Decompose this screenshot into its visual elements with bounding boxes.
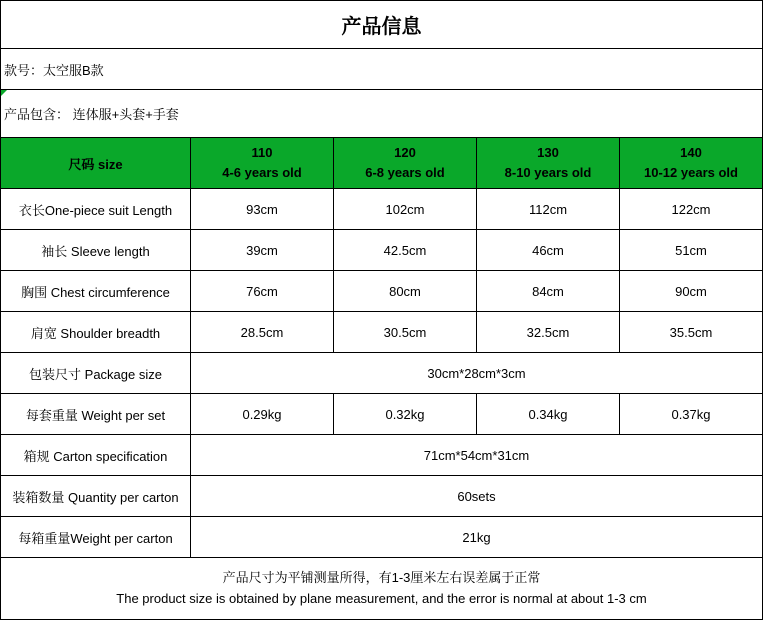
table-cell: 122cm bbox=[671, 201, 711, 217]
page-title: 产品信息 bbox=[1, 1, 762, 49]
table-cell: 90cm bbox=[675, 283, 707, 299]
table-row-carton-spec bbox=[1, 435, 762, 476]
table-cell: 60sets bbox=[457, 488, 496, 504]
table-cell: 0.34kg bbox=[477, 394, 620, 434]
table-row-weight-per-carton bbox=[1, 517, 762, 558]
size-age: 6-8 years old bbox=[365, 165, 445, 180]
row-label: 袖长 Sleeve length bbox=[1, 230, 191, 270]
size-age: 8-10 years old bbox=[504, 165, 592, 180]
size-code: 140 bbox=[680, 145, 702, 160]
row-label: 胸围 Chest circumference bbox=[1, 271, 191, 311]
table-row-weight-per-set bbox=[1, 394, 762, 435]
corner-marker bbox=[1, 90, 7, 96]
row-label: 肩宽 Shoulder breadth bbox=[1, 312, 191, 352]
row-label: 包装尺寸 Package size bbox=[1, 353, 191, 393]
measurement-note bbox=[1, 557, 762, 619]
size-header-110 bbox=[191, 138, 334, 188]
table-cell: 32.5cm bbox=[477, 312, 620, 352]
row-label: 衣长One-piece suit Length bbox=[1, 189, 191, 229]
table-cell: 0.32kg bbox=[334, 394, 477, 434]
row-label: 每箱重量Weight per carton bbox=[1, 517, 191, 557]
table-cell: 35.5cm bbox=[669, 324, 713, 340]
measurement-note-cn: 产品尺寸为平铺测量所得，有1-3厘米左右误差属于正常 bbox=[222, 570, 541, 585]
size-code: 120 bbox=[394, 145, 416, 160]
size-header-130 bbox=[477, 138, 620, 188]
size-age: 10-12 years old bbox=[644, 165, 738, 180]
table-cell: 51cm bbox=[675, 242, 707, 258]
style-number: 款号：太空服B款 bbox=[1, 49, 762, 90]
size-age: 4-6 years old bbox=[222, 165, 302, 180]
table-row-length bbox=[1, 189, 762, 230]
measurement-note-en: The product size is obtained by plane measurement, and the error is normal at about 1-3 cm bbox=[116, 591, 647, 606]
size-header-row bbox=[1, 138, 762, 189]
table-cell: 112cm bbox=[477, 189, 620, 229]
table-cell: 28.5cm bbox=[191, 312, 334, 352]
table-cell: 39cm bbox=[191, 230, 334, 270]
table-cell: 0.37kg bbox=[671, 406, 711, 422]
table-cell: 30.5cm bbox=[334, 312, 477, 352]
table-row-qty-per-carton bbox=[1, 476, 762, 517]
table-cell: 93cm bbox=[191, 189, 334, 229]
table-cell: 76cm bbox=[191, 271, 334, 311]
size-header-label: 尺码 size bbox=[1, 138, 191, 188]
row-label: 装箱数量 Quantity per carton bbox=[1, 476, 191, 516]
table-cell: 84cm bbox=[477, 271, 620, 311]
table-cell: 42.5cm bbox=[334, 230, 477, 270]
size-header-140 bbox=[620, 138, 762, 188]
table-row-sleeve bbox=[1, 230, 762, 271]
size-code: 130 bbox=[537, 145, 559, 160]
table-row-shoulder bbox=[1, 312, 762, 353]
table-cell: 102cm bbox=[334, 189, 477, 229]
row-label: 每套重量 Weight per set bbox=[1, 394, 191, 434]
table-cell: 21kg bbox=[462, 529, 491, 545]
table-cell: 46cm bbox=[477, 230, 620, 270]
row-label: 箱规 Carton specification bbox=[1, 435, 191, 475]
table-cell: 30cm*28cm*3cm bbox=[427, 365, 526, 381]
table-row-chest bbox=[1, 271, 762, 312]
table-row-package-size bbox=[1, 353, 762, 394]
size-code: 110 bbox=[251, 145, 273, 160]
size-header-120 bbox=[334, 138, 477, 188]
package-contents: 产品包含： 连体服+头套+手套 bbox=[4, 107, 179, 122]
package-contents-row bbox=[1, 90, 762, 138]
table-cell: 80cm bbox=[334, 271, 477, 311]
table-cell: 71cm*54cm*31cm bbox=[423, 447, 530, 463]
table-cell: 0.29kg bbox=[191, 394, 334, 434]
